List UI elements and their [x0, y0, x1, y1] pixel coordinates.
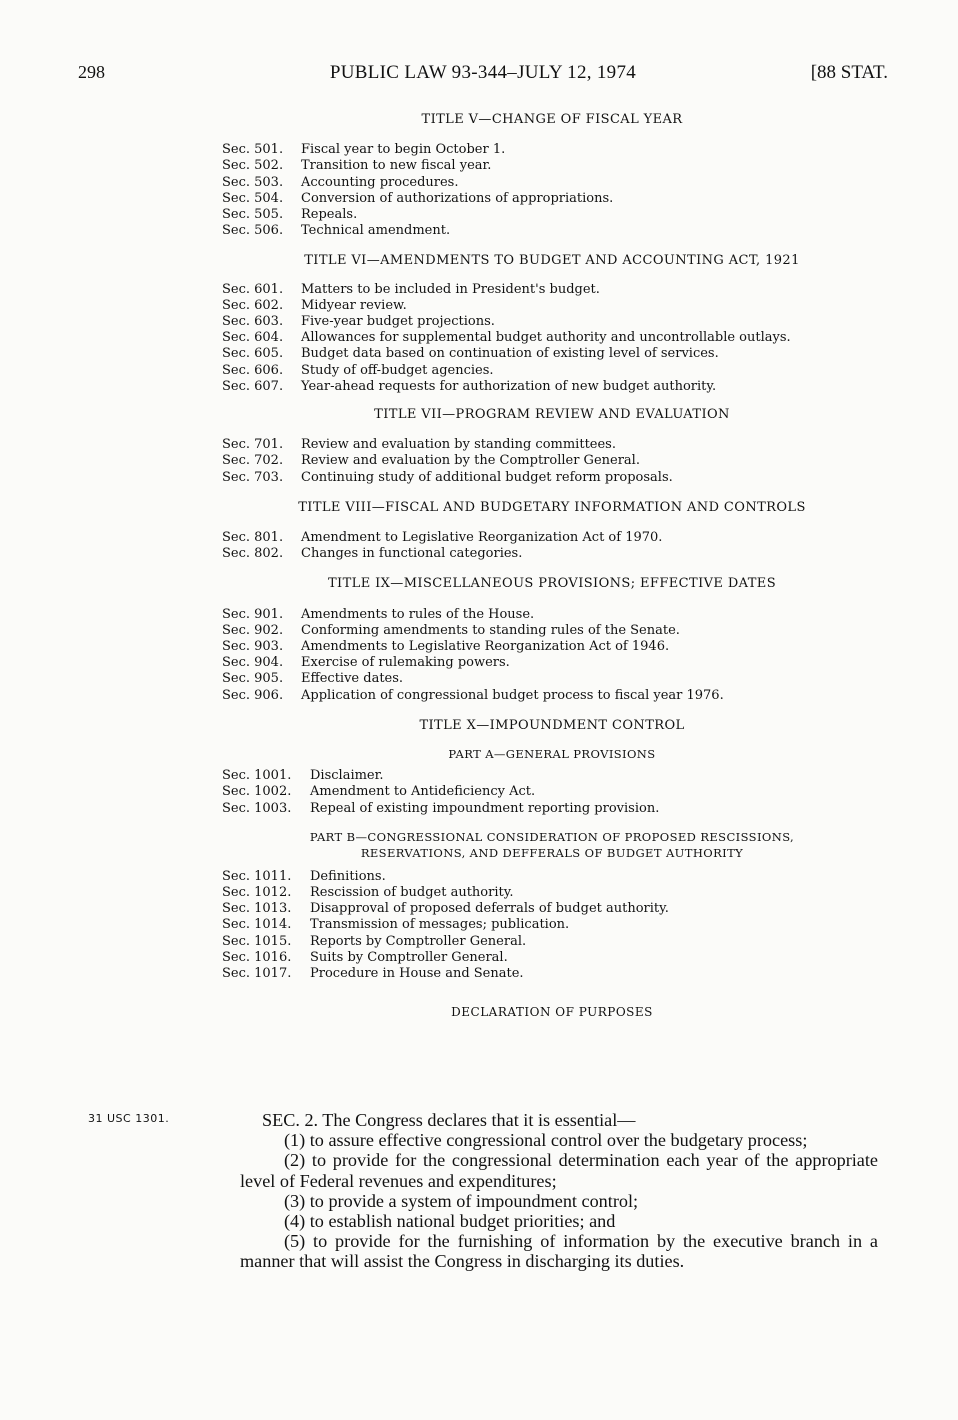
list-item: Sec. 1017. Procedure in House and Senate.	[222, 965, 524, 981]
list-item: Sec. 1011. Definitions.	[222, 868, 386, 884]
list-item: Sec. 1016. Suits by Comptroller General.	[222, 949, 508, 965]
list-item: Sec. 602. Midyear review.	[222, 297, 407, 313]
title-heading: TITLE VII—PROGRAM REVIEW AND EVALUATION	[374, 407, 730, 423]
purpose-item: (2) to provide for the congressional determination each year of the appropriate level of Federal revenues and expenditures;	[240, 1150, 878, 1191]
table-of-contents	[222, 112, 882, 1020]
list-item: Sec. 1003. Repeal of existing impoundment reporting provision.	[222, 800, 660, 816]
purpose-item: (4) to establish national budget priorities; and	[284, 1211, 616, 1232]
section-list	[222, 437, 882, 486]
list-item: Sec. 702. Review and evaluation by the Comptroller General.	[222, 453, 640, 469]
list-item: Sec. 604. Allowances for supplemental budget authority and uncontrollable outlays.	[222, 330, 791, 346]
page-header	[78, 62, 888, 90]
list-item: Sec. 1014. Transmission of messages; publication.	[222, 917, 570, 933]
title-heading: TITLE VIII—FISCAL AND BUDGETARY INFORMATION AND CONTROLS	[298, 499, 806, 515]
section-list	[222, 282, 882, 395]
list-item: Sec. 503. Accounting procedures.	[222, 174, 459, 190]
list-item: Sec. 506. Technical amendment.	[222, 223, 451, 239]
section-list	[222, 142, 882, 239]
section-list	[222, 869, 882, 982]
statute-citation: [88 STAT.	[810, 62, 888, 83]
list-item: Sec. 902. Conforming amendments to standing rules of the Senate.	[222, 622, 680, 638]
list-item: Sec. 504. Conversion of authorizations of appropriations.	[222, 190, 614, 206]
list-item: Sec. 501. Fiscal year to begin October 1.	[222, 142, 506, 158]
purpose-item: (5) to provide for the furnishing of information by the executive branch in a manner that will assist the Congress in discharging its duties.	[240, 1231, 878, 1272]
list-item: Sec. 605. Budget data based on continuation of existing level of services.	[222, 346, 719, 362]
list-item: Sec. 1012. Rescission of budget authority.	[222, 884, 514, 900]
list-item: Sec. 502. Transition to new fiscal year.	[222, 158, 492, 174]
part-b-heading-line: RESERVATIONS, AND DEFFERALS OF BUDGET AUTHORITY	[360, 845, 744, 860]
purpose-item: (3) to provide a system of impoundment control;	[284, 1190, 639, 1211]
section-list	[222, 530, 882, 562]
list-item: Sec. 703. Continuing study of additional budget reform proposals.	[222, 469, 673, 485]
declaration-heading: DECLARATION OF PURPOSES	[451, 1005, 653, 1020]
list-item: Sec. 1015. Reports by Comptroller General.	[222, 933, 527, 949]
list-item: Sec. 505. Repeals.	[222, 207, 358, 223]
list-item: Sec. 903. Amendments to Legislative Reorganization Act of 1946.	[222, 639, 670, 655]
list-item: Sec. 1013. Disapproval of proposed deferrals of budget authority.	[222, 901, 669, 917]
purpose-item: (1) to assure effective congressional control over the budgetary process;	[284, 1130, 808, 1151]
part-b-heading-line: PART B—CONGRESSIONAL CONSIDERATION OF PROPOSED RESCISSIONS,	[309, 829, 795, 844]
page-number: 298	[78, 62, 105, 82]
margin-citation: 31 USC 1301.	[88, 1112, 170, 1125]
list-item: Sec. 905. Effective dates.	[222, 671, 404, 687]
list-item: Sec. 1002. Amendment to Antideficiency Act.	[222, 784, 536, 800]
list-item: Sec. 607. Year-ahead requests for authorization of new budget authority.	[222, 378, 717, 394]
section-list	[222, 607, 882, 704]
title-heading: TITLE V—CHANGE OF FISCAL YEAR	[421, 112, 683, 127]
list-item: Sec. 901. Amendments to rules of the House.	[222, 606, 535, 622]
list-item: Sec. 603. Five-year budget projections.	[222, 314, 495, 330]
section-lead: SEC. 2. The Congress declares that it is essential—	[262, 1110, 636, 1130]
part-b-heading	[222, 829, 882, 861]
title-heading: TITLE VI—AMENDMENTS TO BUDGET AND ACCOUNTING ACT, 1921	[304, 253, 800, 269]
section-list	[222, 768, 882, 817]
list-item: Sec. 601. Matters to be included in President's budget.	[222, 281, 600, 297]
list-item: Sec. 606. Study of off-budget agencies.	[222, 362, 494, 378]
list-item: Sec. 801. Amendment to Legislative Reorganization Act of 1970.	[222, 530, 663, 546]
title-heading: TITLE X—IMPOUNDMENT CONTROL	[419, 717, 685, 733]
list-item: Sec. 904. Exercise of rulemaking powers.	[222, 655, 510, 671]
title-heading: TITLE IX—MISCELLANEOUS PROVISIONS; EFFECTIVE DATES	[327, 576, 776, 592]
declaration-body	[240, 1110, 878, 1272]
running-title: PUBLIC LAW 93-344–JULY 12, 1974	[329, 62, 637, 83]
part-a-heading: PART A—GENERAL PROVISIONS	[448, 747, 656, 762]
list-item: Sec. 1001. Disclaimer.	[222, 768, 384, 784]
list-item: Sec. 701. Review and evaluation by standing committees.	[222, 437, 616, 453]
list-item: Sec. 802. Changes in functional categories.	[222, 546, 523, 562]
list-item: Sec. 906. Application of congressional budget process to fiscal year 1976.	[222, 687, 724, 703]
